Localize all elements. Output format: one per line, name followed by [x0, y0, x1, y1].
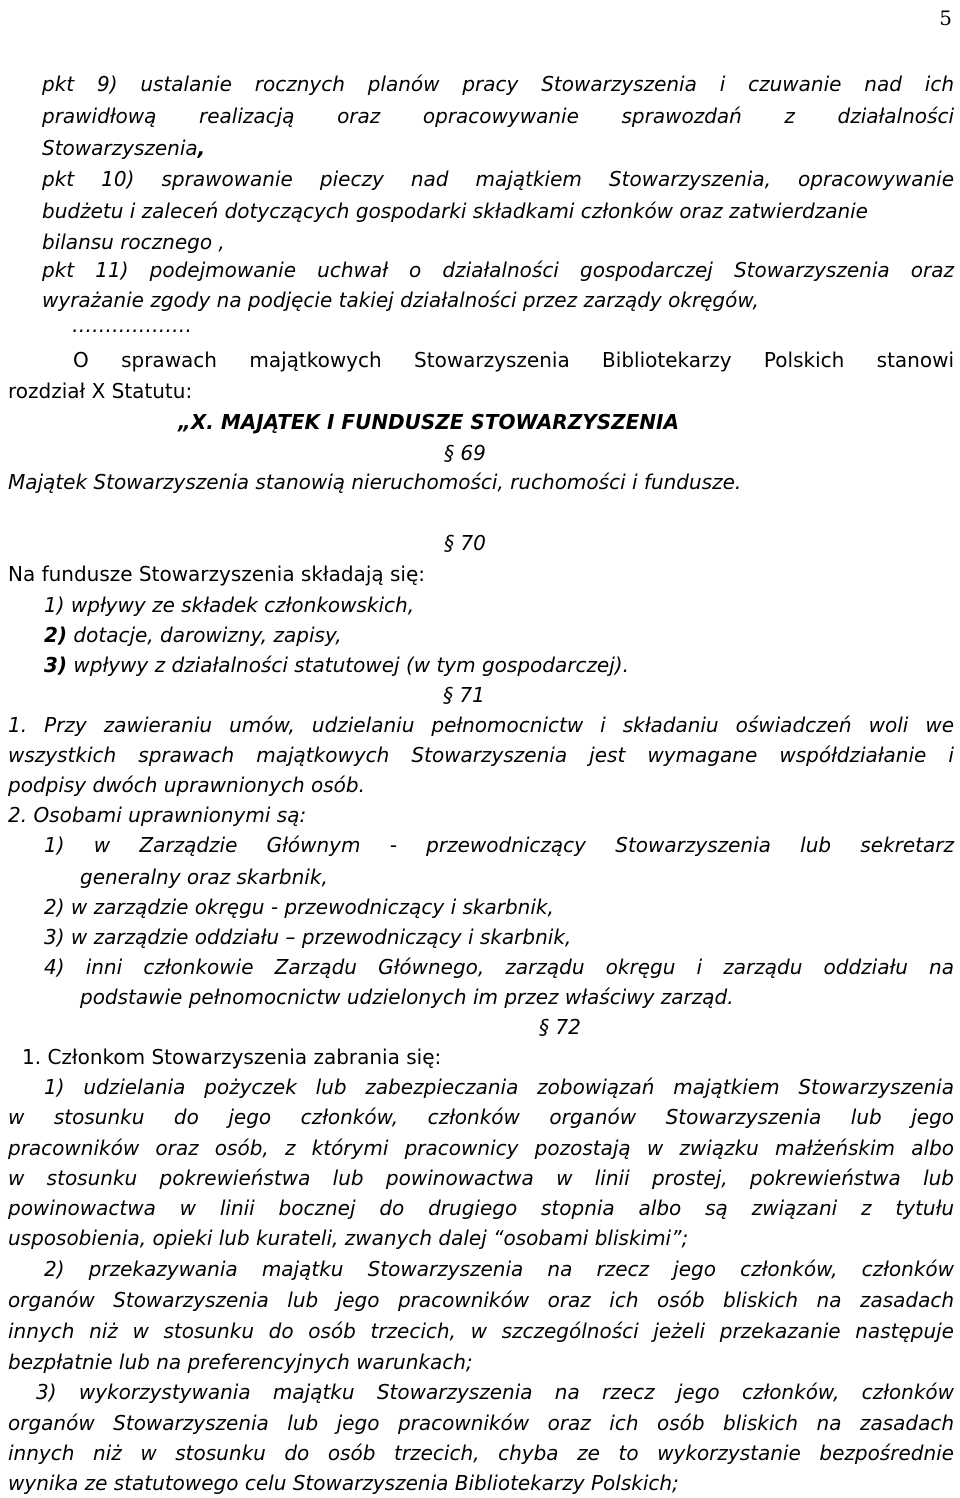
- section-69-heading: § 69: [444, 441, 486, 465]
- section-71-item1-line1: 1) w Zarządzie Głównym - przewodniczący Stowarzyszenia lub sekretarz: [44, 833, 954, 857]
- section-72-item3-line3: innych niż w stosunku do osób trzecich, chyba ze to wykorzystanie bezpośrednie: [8, 1441, 954, 1465]
- pkt9-line1: pkt 9) ustalanie rocznych planów pracy Stowarzyszenia i czuwanie nad ich: [42, 72, 954, 96]
- section-70-heading: § 70: [444, 531, 486, 555]
- section-72-item2-line2: organów Stowarzyszenia lub jego pracowników oraz ich osób bliskich na zasadach: [8, 1288, 954, 1312]
- note-line1: O sprawach majątkowych Stowarzyszenia Bibliotekarzy Polskich stanowi: [73, 348, 954, 372]
- section-70-item3: 3) wpływy z działalności statutowej (w tym gospodarczej).: [44, 653, 629, 677]
- section-72-item2-line1: 2) przekazywania majątku Stowarzyszenia na rzecz jego członków, członków: [44, 1257, 954, 1281]
- section-72-p1: 1. Członkom Stowarzyszenia zabrania się:: [22, 1045, 442, 1069]
- section-71-item4-line2: podstawie pełnomocnictw udzielonych im przez właściwy zarząd.: [80, 985, 734, 1009]
- pkt9-line3: Stowarzyszenia,: [42, 136, 206, 160]
- page-number: 5: [939, 6, 952, 30]
- section-72-item3-line4: wynika ze statutowego celu Stowarzyszenia Bibliotekarzy Polskich;: [8, 1471, 679, 1495]
- section-71-heading: § 71: [443, 683, 485, 707]
- section-72-item1-line4: w stosunku pokrewieństwa lub powinowactwa w linii prostej, pokrewieństwa lub: [8, 1166, 954, 1190]
- section-70-item1: 1) wpływy ze składek członkowskich,: [44, 593, 415, 617]
- ellipsis: ………………: [72, 313, 192, 337]
- note-line2: rozdział X Statutu:: [8, 379, 193, 403]
- pkt11-line2: wyrażanie zgody na podjęcie takiej działalności przez zarządy okręgów,: [42, 288, 759, 312]
- section-70-item2: 2) dotacje, darowizny, zapisy,: [44, 623, 342, 647]
- section-71-p1-line2: wszystkich sprawach majątkowych Stowarzyszenia jest wymagane współdziałanie i: [8, 743, 954, 767]
- pkt10-line2: budżetu i zaleceń dotyczących gospodarki składkami członków oraz zatwierdzanie: [42, 199, 868, 223]
- pkt11-line1: pkt 11) podejmowanie uchwał o działalności gospodarczej Stowarzyszenia oraz: [42, 258, 954, 282]
- pkt10-line3: bilansu rocznego ,: [42, 230, 225, 254]
- section-72-item1-line3: pracowników oraz osób, z którymi pracownicy pozostają w związku małżeńskim albo: [8, 1136, 954, 1160]
- section-71-p1-line3: podpisy dwóch uprawnionych osób.: [8, 773, 365, 797]
- section-69-text: Majątek Stowarzyszenia stanowią nieruchomości, ruchomości i fundusze.: [8, 470, 742, 494]
- pkt10-line1: pkt 10) sprawowanie pieczy nad majątkiem Stowarzyszenia, opracowywanie: [42, 167, 954, 191]
- section-72-heading: § 72: [539, 1015, 581, 1039]
- chapter-heading: „X. MAJĄTEK I FUNDUSZE STOWARZYSZENIA: [178, 410, 679, 434]
- section-71-item2: 2) w zarządzie okręgu - przewodniczący i skarbnik,: [44, 895, 554, 919]
- section-70-intro: Na fundusze Stowarzyszenia składają się:: [8, 562, 426, 586]
- section-72-item2-line4: bezpłatnie lub na preferencyjnych warunkach;: [8, 1350, 473, 1374]
- section-71-item3: 3) w zarządzie oddziału – przewodniczący i skarbnik,: [44, 925, 572, 949]
- section-71-p2: 2. Osobami uprawnionymi są:: [8, 803, 307, 827]
- section-71-item4-line1: 4) inni członkowie Zarządu Głównego, zarządu okręgu i zarządu oddziału na: [44, 955, 954, 979]
- section-72-item2-line3: innych niż w stosunku do osób trzecich, w szczególności jeżeli przekazanie następuje: [8, 1319, 954, 1343]
- section-72-item1-line5: powinowactwa w linii bocznej do drugiego stopnia albo są związani z tytułu: [8, 1196, 954, 1220]
- section-72-item3-line1: 3) wykorzystywania majątku Stowarzyszenia na rzecz jego członków, członków: [36, 1380, 954, 1404]
- section-72-item1-line1: 1) udzielania pożyczek lub zabezpieczania zobowiązań majątkiem Stowarzyszenia: [44, 1075, 954, 1099]
- section-71-p1-line1: 1. Przy zawieraniu umów, udzielaniu pełnomocnictw i składaniu oświadczeń woli we: [8, 713, 954, 737]
- section-72-item1-line6: usposobienia, opieki lub kurateli, zwanych dalej “osobami bliskimi”;: [8, 1226, 689, 1250]
- section-71-item1-line2: generalny oraz skarbnik,: [80, 865, 328, 889]
- pkt9-line2: prawidłową realizacją oraz opracowywanie sprawozdań z działalności: [42, 104, 954, 128]
- section-72-item1-line2: w stosunku do jego członków, członków organów Stowarzyszenia lub jego: [8, 1105, 954, 1129]
- section-72-item3-line2: organów Stowarzyszenia lub jego pracowników oraz ich osób bliskich na zasadach: [8, 1411, 954, 1435]
